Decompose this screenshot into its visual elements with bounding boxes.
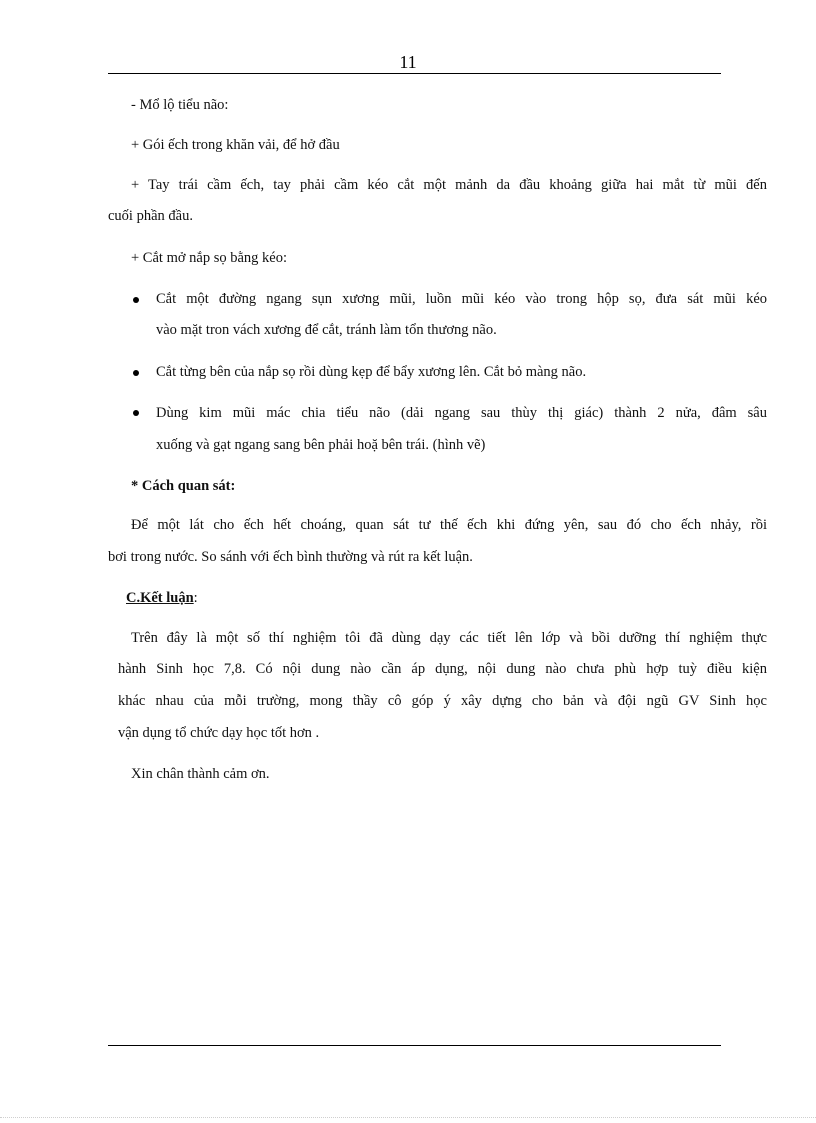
bullet-icon	[133, 297, 139, 303]
section-title-dissect-cerebellum: - Mổ lộ tiểu não:	[131, 97, 229, 113]
conclusion-line-1: Trên đây là một số thí nghiệm tôi đã dùng dạy các tiết lên lớp và bồi dưỡng thí nghiệm thực	[131, 630, 767, 646]
footer-rule	[108, 1045, 721, 1046]
conclusion-heading-text: C.Kết luận	[126, 590, 194, 606]
page-number: 11	[399, 52, 417, 72]
step-cut-skin-line-1: + Tay trái cầm ếch, tay phải cầm kéo cắt một mảnh da đầu khoảng giữa hai mắt từ mũi đến	[131, 177, 767, 193]
bullet-1-line-1: Cắt một đường ngang sụn xương mũi, luồn mũi kéo vào trong hộp sọ, đưa sát mũi kéo	[156, 291, 767, 307]
step-cut-skin-line-2: cuối phần đầu.	[108, 208, 193, 224]
header-rule	[108, 73, 721, 74]
bullet-1-line-2: vào mặt tron vách xương để cắt, tránh làm tổn thương não.	[156, 322, 497, 338]
step-wrap-frog: + Gói ếch trong khăn vải, để hở đầu	[131, 137, 340, 153]
bullet-2: Cắt từng bên của nắp sọ rồi dùng kẹp để bẩy xương lên. Cắt bỏ màng não.	[156, 364, 587, 380]
conclusion-heading	[126, 591, 198, 606]
conclusion-line-2: hành Sinh học 7,8. Có nội dung nào cần áp dụng, nội dung nào chưa phù hợp tuỳ điều kiện	[118, 661, 767, 677]
conclusion-line-4: vận dụng tổ chức dạy học tốt hơn .	[118, 725, 320, 741]
observation-line-2: bơi trong nước. So sánh với ếch bình thường và rút ra kết luận.	[108, 549, 473, 565]
bullet-3-line-1: Dùng kim mũi mác chia tiểu não (dải ngang sau thùy thị giác) thành 2 nửa, đâm sâu	[156, 405, 767, 421]
bullet-3-line-2: xuống và gạt ngang sang bên phải hoặ bên trái. (hình vẽ)	[156, 437, 486, 453]
bullet-icon	[133, 410, 139, 416]
page-edge-dots	[0, 1117, 816, 1118]
conclusion-line-3: khác nhau của mỗi trường, mong thầy cô góp ý xây dựng cho bản và đội ngũ GV Sinh học	[118, 693, 767, 709]
bullet-icon	[133, 370, 139, 376]
step-open-skull: + Cắt mở nắp sọ bằng kéo:	[131, 250, 287, 266]
thanks-line: Xin chân thành cảm ơn.	[131, 766, 270, 782]
conclusion-heading-colon: :	[193, 590, 198, 606]
observation-line-1: Để một lát cho ếch hết choáng, quan sát tư thế ếch khi đứng yên, sau đó cho ếch nhảy, rồi	[131, 517, 767, 533]
observation-heading: * Cách quan sát:	[131, 478, 236, 494]
